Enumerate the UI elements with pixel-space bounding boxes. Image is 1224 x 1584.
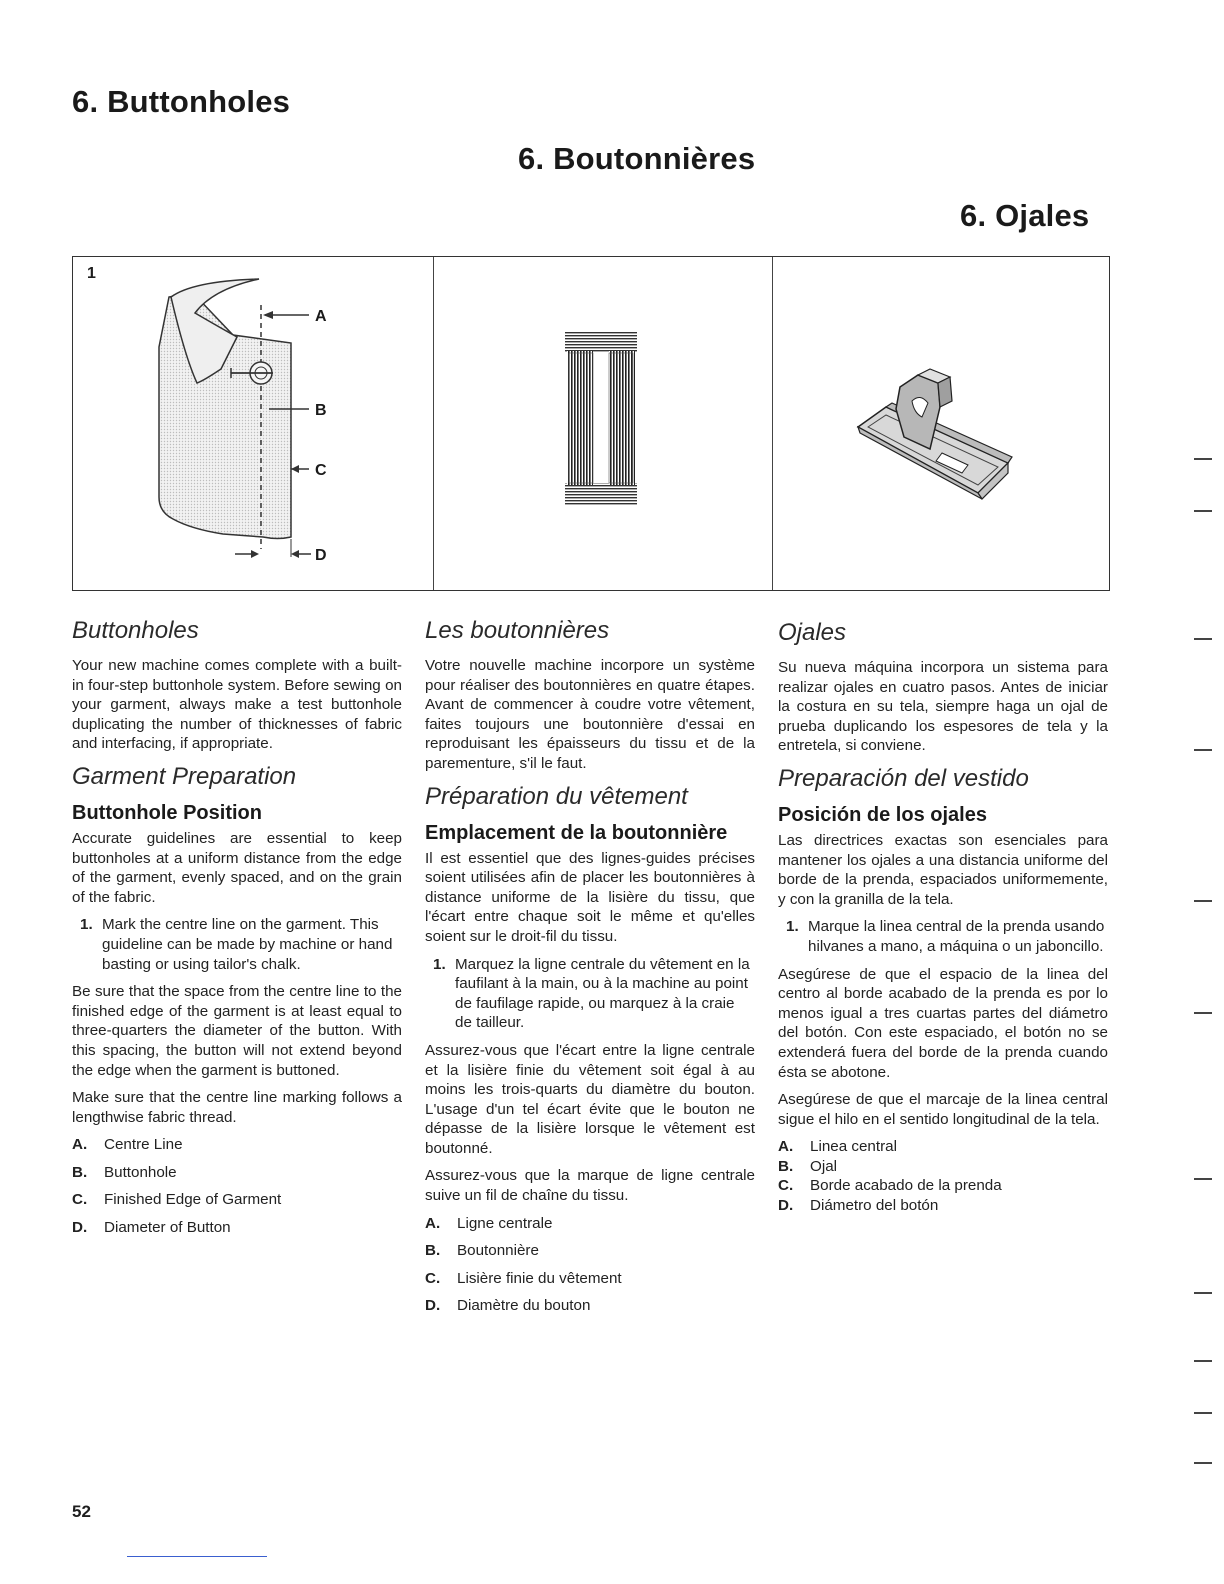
step-number: 1. bbox=[786, 918, 799, 936]
column-spanish bbox=[778, 618, 1108, 1216]
heading-preparation-vetement: Préparation du vêtement bbox=[425, 782, 688, 810]
scan-edge-mark bbox=[1194, 638, 1212, 640]
legend-item: B. Ojal bbox=[778, 1157, 838, 1175]
legend-item: C. Lisière finie du vêtement bbox=[425, 1269, 622, 1287]
legend-item: B. Buttonhole bbox=[72, 1163, 177, 1181]
heading-les-boutonnieres: Les boutonnières bbox=[425, 617, 610, 644]
legend-item: A. Ligne centrale bbox=[425, 1214, 553, 1232]
buttonhole-stitch-illustration bbox=[433, 257, 772, 590]
scan-bottom-line bbox=[127, 1556, 267, 1557]
heading-posicion-ojales: Posición de los ojales bbox=[778, 803, 987, 826]
intro-paragraph: Votre nouvelle machine incorpore un système pour réaliser des boutonnières en quatre étapes. Avant de commencer à coudre votre vêtement, faites toujours une boutonnière d'essai en reproduisant les épaisseurs du tissu et de la parementure, s'il le faut. bbox=[425, 657, 755, 772]
step-1 bbox=[72, 915, 402, 974]
legend-item: A. Linea central bbox=[778, 1138, 897, 1156]
paragraph-spacing: Be sure that the space from the centre line to the finished edge of the garment is at least equal to three-quarters the diameter of the button. With this spacing, the button will not extend beyond the edge when the garment is buttoned. bbox=[72, 983, 402, 1079]
figure-label-a: A bbox=[315, 308, 327, 325]
title-english: 6. Buttonholes bbox=[72, 84, 291, 119]
figure-panel-garment bbox=[73, 257, 434, 590]
figure-label-c: C bbox=[315, 462, 327, 479]
step-text: Mark the centre line on the garment. This guideline can be made by machine or hand basting or using tailor's chalk. bbox=[102, 916, 393, 973]
scan-edge-mark bbox=[1194, 749, 1212, 751]
page-number: 52 bbox=[72, 1502, 91, 1521]
scan-edge-mark bbox=[1194, 900, 1212, 902]
legend-item: D. Diámetro del botón bbox=[778, 1197, 939, 1215]
scan-edge-mark bbox=[1194, 458, 1212, 460]
step-text: Marque la linea central de la prenda usando hilvanes a mano, a máquina o un jaboncillo. bbox=[808, 918, 1105, 955]
intro-paragraph: Su nueva máquina incorpora un sistema para realizar ojales en cuatro pasos. Antes de iniciar la costura en su tela, siempre haga un ojal de prueba duplicando los espesores de tela y la entretela, si conviene. bbox=[778, 659, 1108, 755]
step-number: 1. bbox=[433, 955, 446, 973]
figure-number: 1 bbox=[87, 265, 96, 282]
scan-edge-mark bbox=[1194, 1462, 1212, 1464]
legend-item: A. Centre Line bbox=[72, 1136, 183, 1154]
scan-edge-mark bbox=[1194, 510, 1212, 512]
garment-illustration bbox=[73, 257, 433, 590]
legend-item: C. Finished Edge of Garment bbox=[72, 1191, 282, 1209]
legend-item: C. Borde acabado de la prenda bbox=[778, 1177, 1002, 1195]
paragraph-guidelines: Las directrices exactas son esenciales para mantener los ojales a una distancia uniforme del borde de la prenda, espaciados uniformemente, y con la granilla de la tela. bbox=[778, 831, 1108, 908]
figure-panel-buttonhole bbox=[433, 257, 773, 590]
paragraph-spacing: Assurez-vous que l'écart entre la ligne centrale et la lisière finie du vêtement soit égal à au moins les trois-quarts du diamètre du bouton. L'usage d'un tel écart évite que le bouton ne dépasse de la lisière lorsque le vêtement est boutonné. bbox=[425, 1041, 755, 1157]
title-french: 6. Boutonnières bbox=[518, 141, 756, 176]
scan-edge-mark bbox=[1194, 1292, 1212, 1294]
legend-item: D. Diamètre du bouton bbox=[425, 1297, 591, 1315]
step-1 bbox=[778, 917, 1108, 956]
legend-item: B. Boutonnière bbox=[425, 1242, 539, 1260]
column-french bbox=[425, 616, 755, 1324]
scan-edge-mark bbox=[1194, 1178, 1212, 1180]
step-text: Marquez la ligne centrale du vêtement en la faufilant à la main, ou à la machine au point de faufilage rapide, ou marquez à la craie de tailleur. bbox=[455, 955, 750, 1032]
figure-label-d: D bbox=[315, 547, 327, 564]
heading-preparacion-vestido: Preparación del vestido bbox=[778, 764, 1029, 792]
paragraph-thread: Assurez-vous que la marque de ligne centrale suive un fil de chaîne du tissu. bbox=[425, 1167, 755, 1205]
scan-edge-mark bbox=[1194, 1412, 1212, 1414]
scan-edge-mark bbox=[1194, 1012, 1212, 1014]
legend-item: D. Diameter of Button bbox=[72, 1219, 231, 1237]
figure-panel-presser-foot bbox=[772, 257, 1109, 590]
paragraph-thread: Make sure that the centre line marking follows a lengthwise fabric thread. bbox=[72, 1089, 402, 1126]
heading-buttonhole-position: Buttonhole Position bbox=[72, 801, 262, 824]
scan-edge-mark bbox=[1194, 1360, 1212, 1362]
intro-paragraph: Your new machine comes complete with a built-in four-step buttonhole system. Before sewing on your garment, always make a test buttonhole duplicating the number of thicknesses of fabric and interfacing, if appropriate. bbox=[72, 657, 402, 753]
step-number: 1. bbox=[80, 916, 93, 934]
heading-garment-preparation: Garment Preparation bbox=[72, 762, 297, 790]
paragraph-thread: Asegúrese de que el marcaje de la linea central sigue el hilo en el sentido longitudinal de la tela. bbox=[778, 1091, 1108, 1128]
title-spanish: 6. Ojales bbox=[960, 198, 1090, 233]
heading-buttonholes: Buttonholes bbox=[72, 617, 199, 644]
step-1 bbox=[425, 955, 755, 1033]
paragraph-spacing: Asegúrese de que el espacio de la linea del centro al borde acabado de la prenda es por lo menos igual a tres cuartas partes del diámetro del botón. Con este espaciado, el botón no se extenderá fuera del borde de la prenda cuando ésta se abotone. bbox=[778, 965, 1108, 1081]
heading-ojales: Ojales bbox=[778, 619, 847, 646]
figure-label-b: B bbox=[315, 402, 327, 419]
paragraph-guidelines: Il est essentiel que des lignes-guides précises soient utilisées afin de placer les boutonnières à distance uniforme de la lisière du tissu, que l'écart entre chaque soit le même et qu'elles soient sur le droit-fil du tissu. bbox=[425, 849, 755, 945]
column-english bbox=[72, 616, 402, 1246]
figure-1 bbox=[72, 256, 1110, 591]
buttonhole-foot-icon bbox=[772, 257, 1109, 590]
heading-emplacement: Emplacement de la boutonnière bbox=[425, 821, 728, 844]
paragraph-guidelines: Accurate guidelines are essential to keep buttonholes at a uniform distance from the edge of the garment, evenly spaced, and on the grain of the fabric. bbox=[72, 829, 402, 906]
